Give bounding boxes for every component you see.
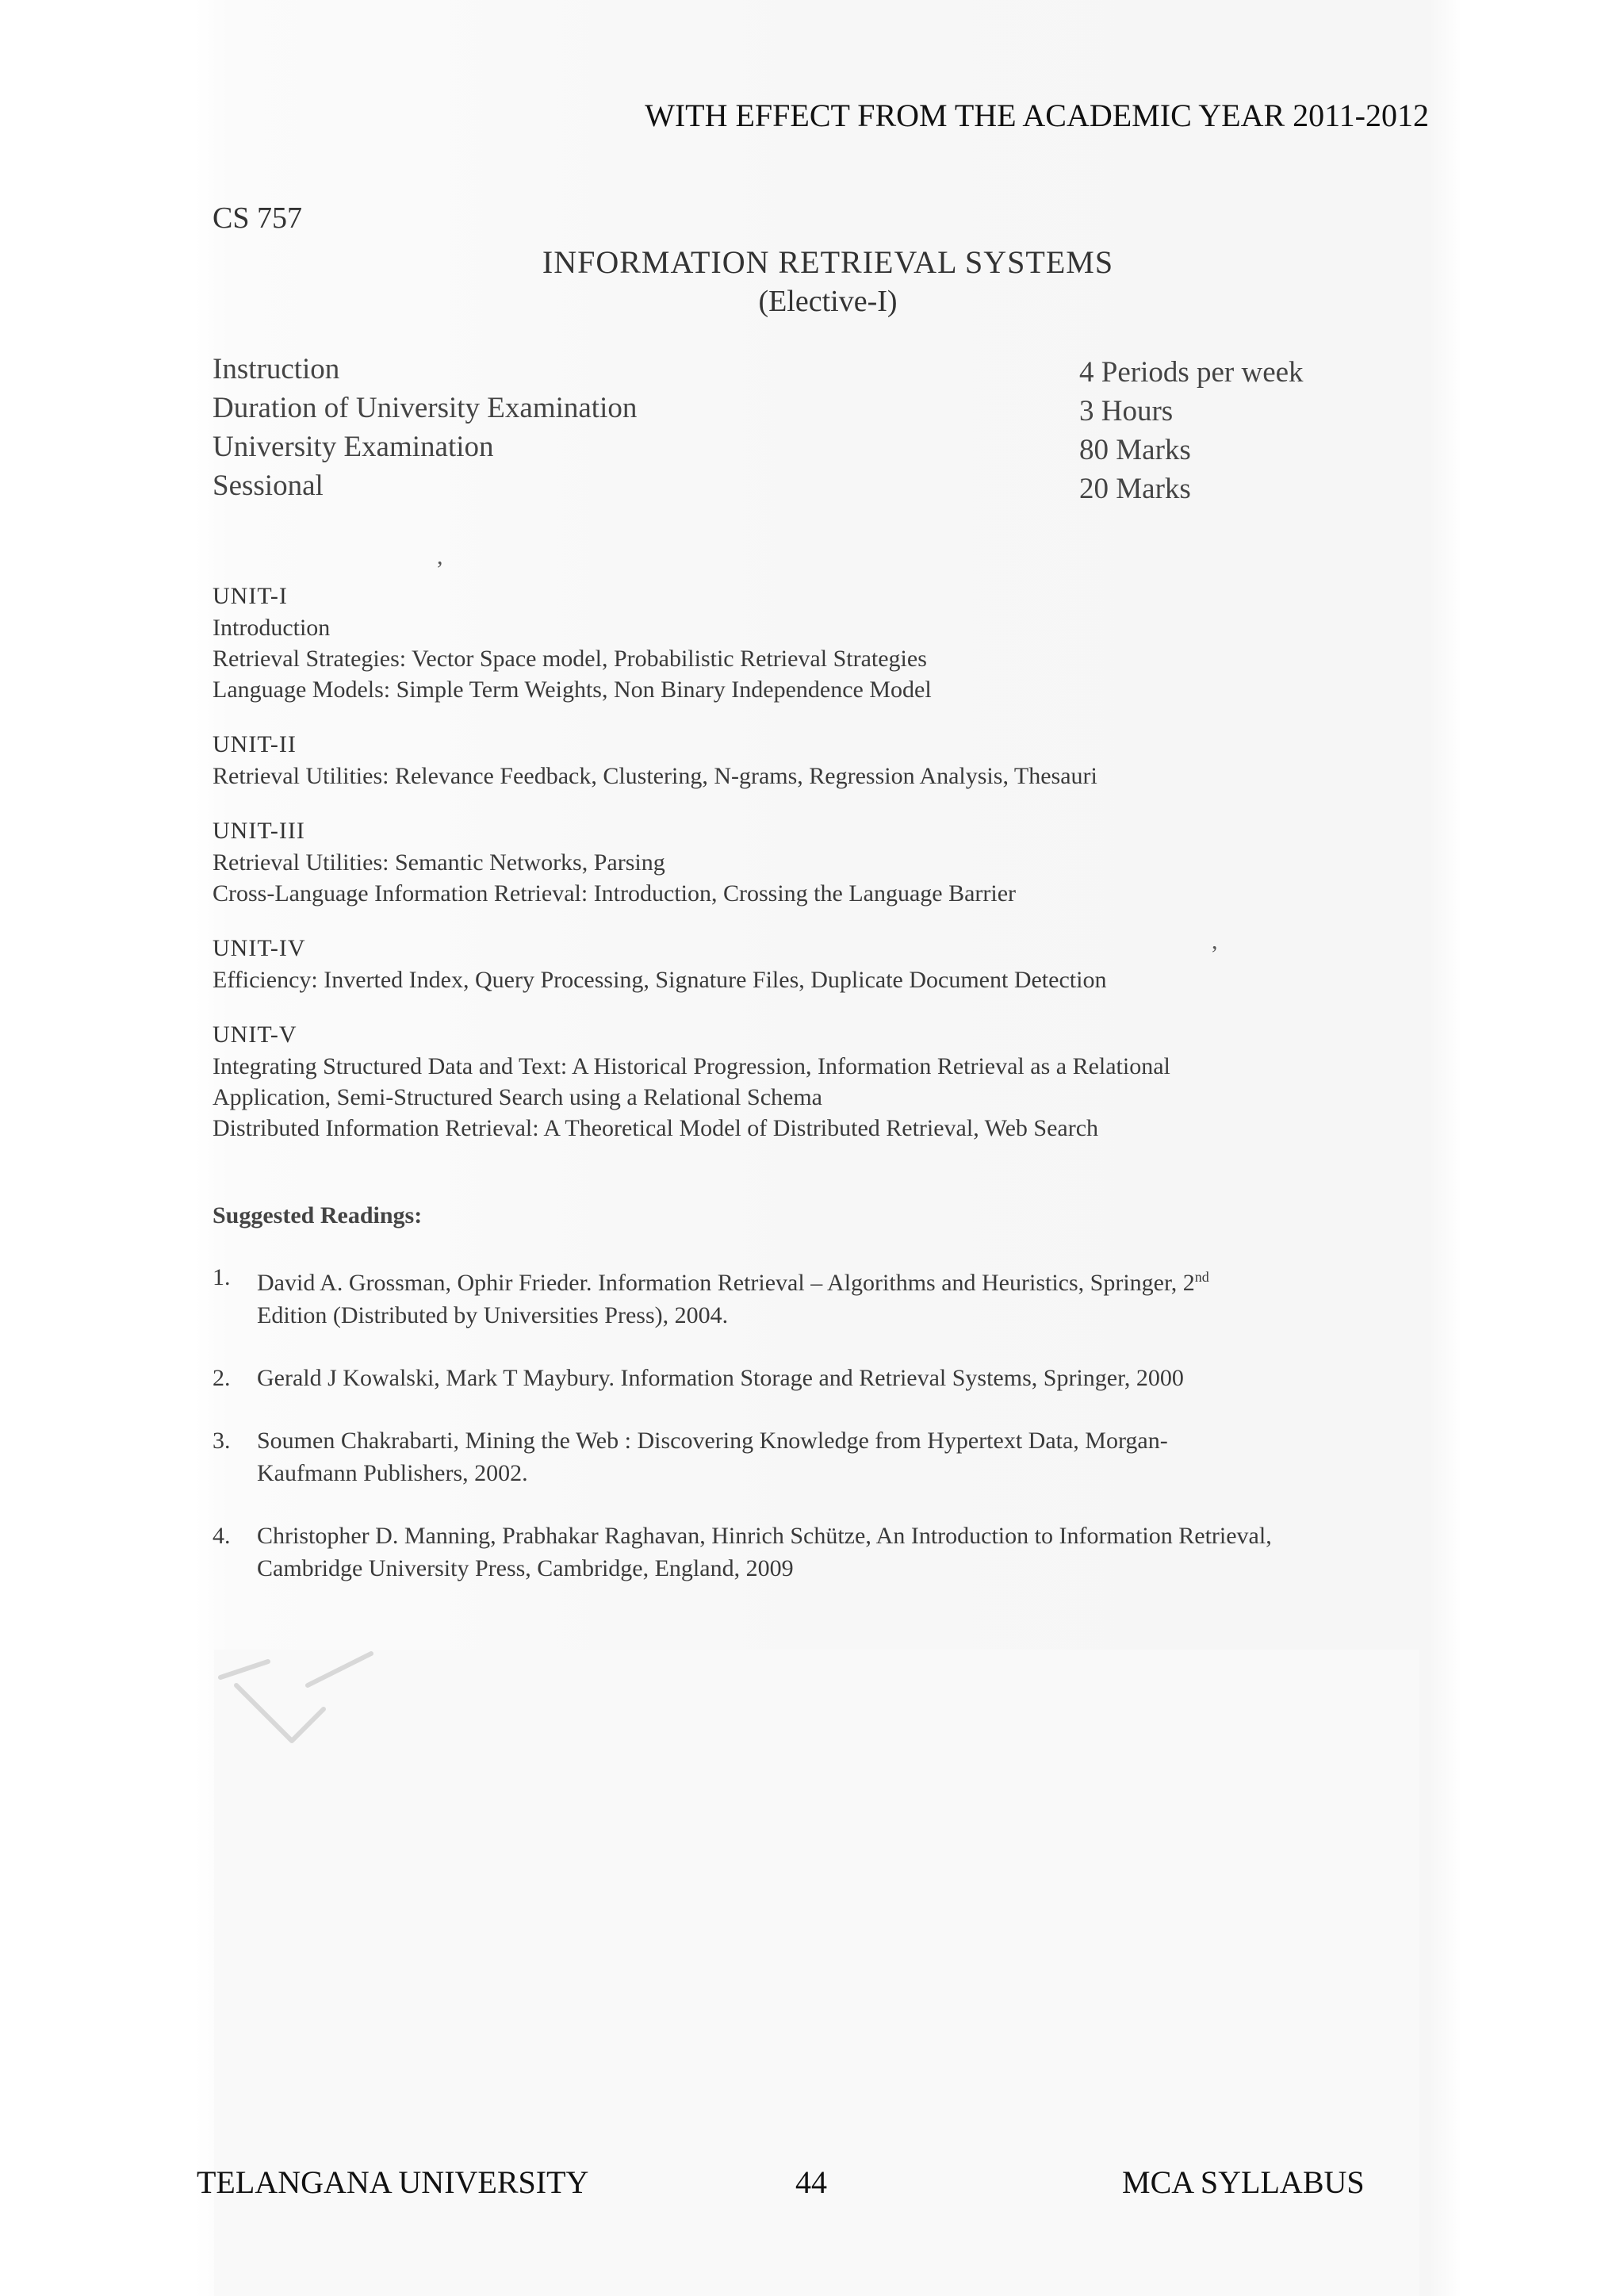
footer-university: TELANGANA UNIVERSITY	[197, 2164, 589, 2200]
unit-topic: Application, Semi-Structured Search using a Relational Schema	[213, 1084, 822, 1110]
unit-section	[213, 729, 1418, 792]
unit-topic: Retrieval Utilities: Relevance Feedback, Clustering, N-grams, Regression Analysis, Thesauri	[213, 763, 1097, 789]
unit-title: UNIT-III	[213, 818, 305, 844]
page-footer	[0, 2164, 1624, 2203]
unit-title: UNIT-II	[213, 731, 297, 757]
readings-title: Suggested Readings:	[213, 1202, 423, 1228]
course-subtitle: (Elective-I)	[758, 285, 898, 318]
scheme-value: 20 Marks	[1079, 473, 1191, 505]
unit-section	[213, 815, 1418, 909]
footer-page-number: 44	[795, 2164, 827, 2200]
reading-item	[213, 1261, 1418, 1332]
reading-text: Gerald J Kowalski, Mark T Maybury. Information Storage and Retrieval Systems, Springer, 2000	[257, 1365, 1184, 1391]
scheme-label: Duration of University Examination	[213, 392, 638, 424]
scheme-value: 80 Marks	[1079, 434, 1191, 466]
footer-syllabus: MCA SYLLABUS	[1122, 2164, 1365, 2200]
scheme-of-instruction	[213, 352, 1323, 508]
reading-text-continued: Cambridge University Press, Cambridge, England, 2009	[257, 1555, 794, 1581]
unit-section	[213, 1019, 1418, 1144]
scan-speck: ,	[1212, 928, 1218, 954]
reading-number: 1.	[213, 1264, 231, 1290]
reading-number: 2.	[213, 1365, 231, 1391]
reading-text: David A. Grossman, Ophir Frieder. Information Retrieval – Algorithms and Heuristics, Springer, 2	[257, 1270, 1195, 1296]
unit-topic: Introduction	[213, 615, 331, 641]
syllabus-units	[213, 581, 1418, 1167]
unit-topic: Cross-Language Information Retrieval: Introduction, Crossing the Language Barrier	[213, 880, 1017, 907]
reading-item	[213, 1362, 1418, 1394]
reading-item	[213, 1520, 1418, 1585]
scheme-row	[213, 430, 1323, 469]
scheme-row	[213, 469, 1323, 508]
course-code: CS 757	[213, 201, 302, 235]
scheme-value: 3 Hours	[1079, 395, 1174, 427]
scheme-row	[213, 352, 1323, 391]
scheme-label: Sessional	[213, 470, 324, 502]
scan-speck: ,	[437, 543, 443, 569]
watermark-stroke	[213, 1630, 395, 1749]
scheme-value: 4 Periods per week	[1079, 356, 1304, 389]
reading-text: Soumen Chakrabarti, Mining the Web : Discovering Knowledge from Hypertext Data, Morgan-	[257, 1428, 1168, 1454]
reading-number: 3.	[213, 1428, 231, 1454]
unit-title: UNIT-I	[213, 583, 288, 609]
scheme-label: Instruction	[213, 353, 340, 385]
reading-number: 4.	[213, 1523, 231, 1549]
unit-topic: Efficiency: Inverted Index, Query Processing, Signature Files, Duplicate Document Detection	[213, 967, 1107, 993]
unit-topic: Distributed Information Retrieval: A Theoretical Model of Distributed Retrieval, Web Search	[213, 1115, 1099, 1141]
unit-section	[213, 933, 1418, 995]
unit-topic: Language Models: Simple Term Weights, Non Binary Independence Model	[213, 677, 932, 703]
reading-item	[213, 1424, 1418, 1489]
scheme-label: University Examination	[213, 431, 494, 463]
academic-year-header: WITH EFFECT FROM THE ACADEMIC YEAR 2011-2012	[645, 98, 1429, 133]
unit-topic: Retrieval Utilities: Semantic Networks, Parsing	[213, 849, 665, 876]
suggested-readings	[213, 1202, 1418, 1615]
course-title: INFORMATION RETRIEVAL SYSTEMS	[542, 244, 1114, 280]
reading-text: Christopher D. Manning, Prabhakar Raghavan, Hinrich Schütze, An Introduction to Information Retrieval,	[257, 1523, 1272, 1549]
unit-section	[213, 581, 1418, 705]
unit-title: UNIT-V	[213, 1022, 297, 1048]
reading-text-continued: Kaufmann Publishers, 2002.	[257, 1460, 528, 1486]
reading-text-continued: Edition (Distributed by Universities Press), 2004.	[257, 1302, 729, 1328]
ordinal-suffix: nd	[1194, 1269, 1209, 1285]
unit-title: UNIT-IV	[213, 935, 306, 961]
unit-topic: Retrieval Strategies: Vector Space model, Probabilistic Retrieval Strategies	[213, 646, 927, 672]
scheme-row	[213, 391, 1323, 430]
unit-topic: Integrating Structured Data and Text: A Historical Progression, Information Retrieval as a Relational	[213, 1053, 1170, 1079]
